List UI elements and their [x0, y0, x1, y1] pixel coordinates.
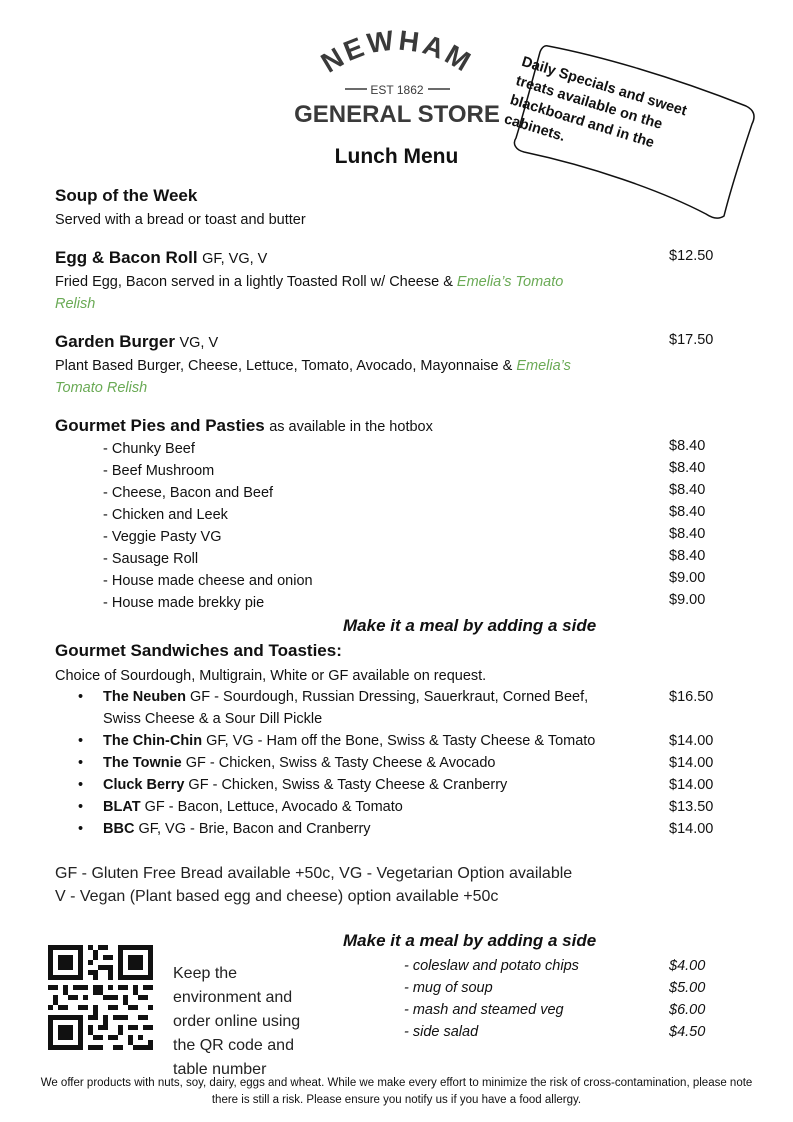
sandwich-desc: GF - Chicken, Swiss & Tasty Cheese & Cranberry: [184, 777, 508, 793]
garden-burger-relish: Emelia’s: [516, 358, 571, 374]
sandwich-item: [78, 774, 663, 796]
sandwich-name: BBC: [103, 821, 135, 837]
logo-arc-text: NEWHAM: [315, 30, 479, 79]
garden-burger-desc-text: Plant Based Burger, Cheese, Lettuce, Tomato, Avocado, Mayonnaise &: [55, 358, 517, 374]
sandwich-item: [78, 686, 663, 730]
sides-prices: [669, 955, 705, 1043]
soup-title: Soup of the Week: [55, 186, 198, 205]
pie-price: $9.00: [669, 570, 706, 586]
sandwich-price: $14.00: [669, 777, 714, 793]
egg-bacon-relish: Emelia’s Tomato: [456, 274, 564, 290]
sandwich-item: [78, 730, 663, 752]
pie-price: $9.00: [669, 592, 706, 608]
sandwich-prices: [669, 686, 713, 840]
side-price: $4.00: [669, 958, 706, 974]
bullet-icon: •: [78, 733, 84, 749]
egg-bacon-relish-2: Relish: [55, 296, 96, 312]
pies-note: as available in the hotbox: [269, 419, 433, 435]
sandwich-list: [78, 686, 663, 840]
pie-price: $8.40: [669, 504, 706, 520]
pie-item: - House made brekky pie: [103, 595, 265, 611]
sides-list: [404, 955, 579, 1043]
garden-burger-tags: VG, V: [179, 335, 219, 351]
pie-item: - Veggie Pasty VG: [103, 529, 222, 545]
garden-burger-heading: [55, 332, 218, 352]
pie-price: $8.40: [669, 438, 706, 454]
sides-title: Make it a meal by adding a side: [343, 931, 597, 950]
garden-burger-relish-2: Tomato Relish: [55, 380, 148, 396]
store-logo: [285, 30, 510, 130]
bullet-icon: •: [78, 755, 84, 771]
bullet-icon: •: [78, 821, 84, 837]
pie-price: $8.40: [669, 460, 706, 476]
pie-item: - Sausage Roll: [103, 551, 199, 567]
sandwich-price: $14.00: [669, 821, 714, 837]
sandwich-name: The Chin-Chin: [103, 733, 203, 749]
egg-bacon-desc-text: Fried Egg, Bacon served in a lightly Toasted Roll w/ Cheese &: [55, 274, 457, 290]
bullet-icon: •: [78, 799, 84, 815]
sandwich-name: Cluck Berry: [103, 777, 185, 793]
side-item: - coleslaw and potato chips: [404, 958, 579, 974]
egg-bacon-title: Egg & Bacon Roll: [55, 248, 198, 267]
allergy-notice: We offer products with nuts, soy, dairy, eggs and wheat. While we make every effort to minimize the risk of cross-contamination, please note there is still a risk. Please ensure you notify us if you have a food allergy.: [40, 1077, 753, 1106]
sandwich-desc: GF - Chicken, Swiss & Tasty Cheese & Avocado: [181, 755, 496, 771]
sandwiches-title: Gourmet Sandwiches and Toasties:: [55, 641, 342, 660]
pie-item: - Beef Mushroom: [103, 463, 215, 479]
sandwiches-note: Choice of Sourdough, Multigrain, White or GF available on request.: [55, 668, 487, 684]
pie-item: - Cheese, Bacon and Beef: [103, 485, 274, 501]
menu-title: Lunch Menu: [334, 145, 459, 168]
logo-store: GENERAL STORE: [294, 101, 500, 128]
specials-note: Daily Specials and sweet treats available on the blackboard and in the cabinets.: [502, 53, 689, 152]
sandwich-price: $14.00: [669, 755, 714, 771]
garden-burger-price: $17.50: [669, 332, 714, 348]
soup-desc: Served with a bread or toast and butter: [55, 212, 306, 228]
pie-price: $8.40: [669, 526, 706, 542]
dietary-legend: [55, 862, 572, 908]
sandwich-price: $14.00: [669, 733, 714, 749]
sandwich-item: [78, 818, 663, 840]
side-price: $4.50: [669, 1024, 706, 1040]
pies-list: [103, 438, 313, 614]
garden-burger-title: Garden Burger: [55, 332, 175, 351]
side-item: - mash and steamed veg: [404, 1002, 564, 1018]
sandwich-price: $16.50: [669, 689, 714, 705]
sandwich-item: [78, 796, 663, 818]
sandwich-name: The Townie: [103, 755, 182, 771]
pies-title: Gourmet Pies and Pasties: [55, 416, 265, 435]
sandwich-desc: GF, VG - Ham off the Bone, Swiss & Tasty Cheese & Tomato: [202, 733, 596, 749]
pie-item: - Chunky Beef: [103, 441, 195, 457]
logo-graphic: [285, 30, 510, 130]
bullet-icon: •: [78, 689, 84, 705]
sandwich-desc-2: Swiss Cheese & a Sour Dill Pickle: [103, 711, 323, 727]
sandwich-desc: GF, VG - Brie, Bacon and Cranberry: [134, 821, 371, 837]
qr-code-icon[interactable]: [48, 945, 153, 1050]
side-item: - mug of soup: [404, 980, 493, 996]
pie-price: $8.40: [669, 482, 706, 498]
egg-bacon-price: $12.50: [669, 248, 714, 264]
meal-cta: Make it a meal by adding a side: [343, 616, 597, 635]
logo-est: EST 1862: [370, 83, 424, 97]
egg-bacon-tags: GF, VG, V: [202, 251, 268, 267]
egg-bacon-desc: [55, 271, 655, 315]
side-item: - side salad: [404, 1024, 479, 1040]
egg-bacon-heading: [55, 248, 267, 268]
pie-price: $8.40: [669, 548, 706, 564]
pie-item: - House made cheese and onion: [103, 573, 313, 589]
sandwich-desc: GF - Sourdough, Russian Dressing, Sauerkraut, Corned Beef,: [185, 689, 589, 705]
bullet-icon: •: [78, 777, 84, 793]
legend-line: V - Vegan (Plant based egg and cheese) option available +50c: [55, 888, 499, 905]
side-price: $6.00: [669, 1002, 706, 1018]
sandwich-desc: GF - Bacon, Lettuce, Avocado & Tomato: [140, 799, 403, 815]
sandwich-price: $13.50: [669, 799, 714, 815]
sandwich-item: [78, 752, 663, 774]
side-price: $5.00: [669, 980, 706, 996]
garden-burger-desc: [55, 355, 655, 399]
sandwich-name: BLAT: [103, 799, 141, 815]
sandwich-name: The Neuben: [103, 689, 186, 705]
pie-item: - Chicken and Leek: [103, 507, 228, 523]
qr-instructions: Keep the environment and order online using the QR code and table number: [173, 965, 301, 1078]
pies-prices: [669, 435, 705, 611]
legend-line: GF - Gluten Free Bread available +50c, VG - Vegetarian Option available: [55, 865, 573, 882]
pies-heading: [55, 416, 433, 436]
